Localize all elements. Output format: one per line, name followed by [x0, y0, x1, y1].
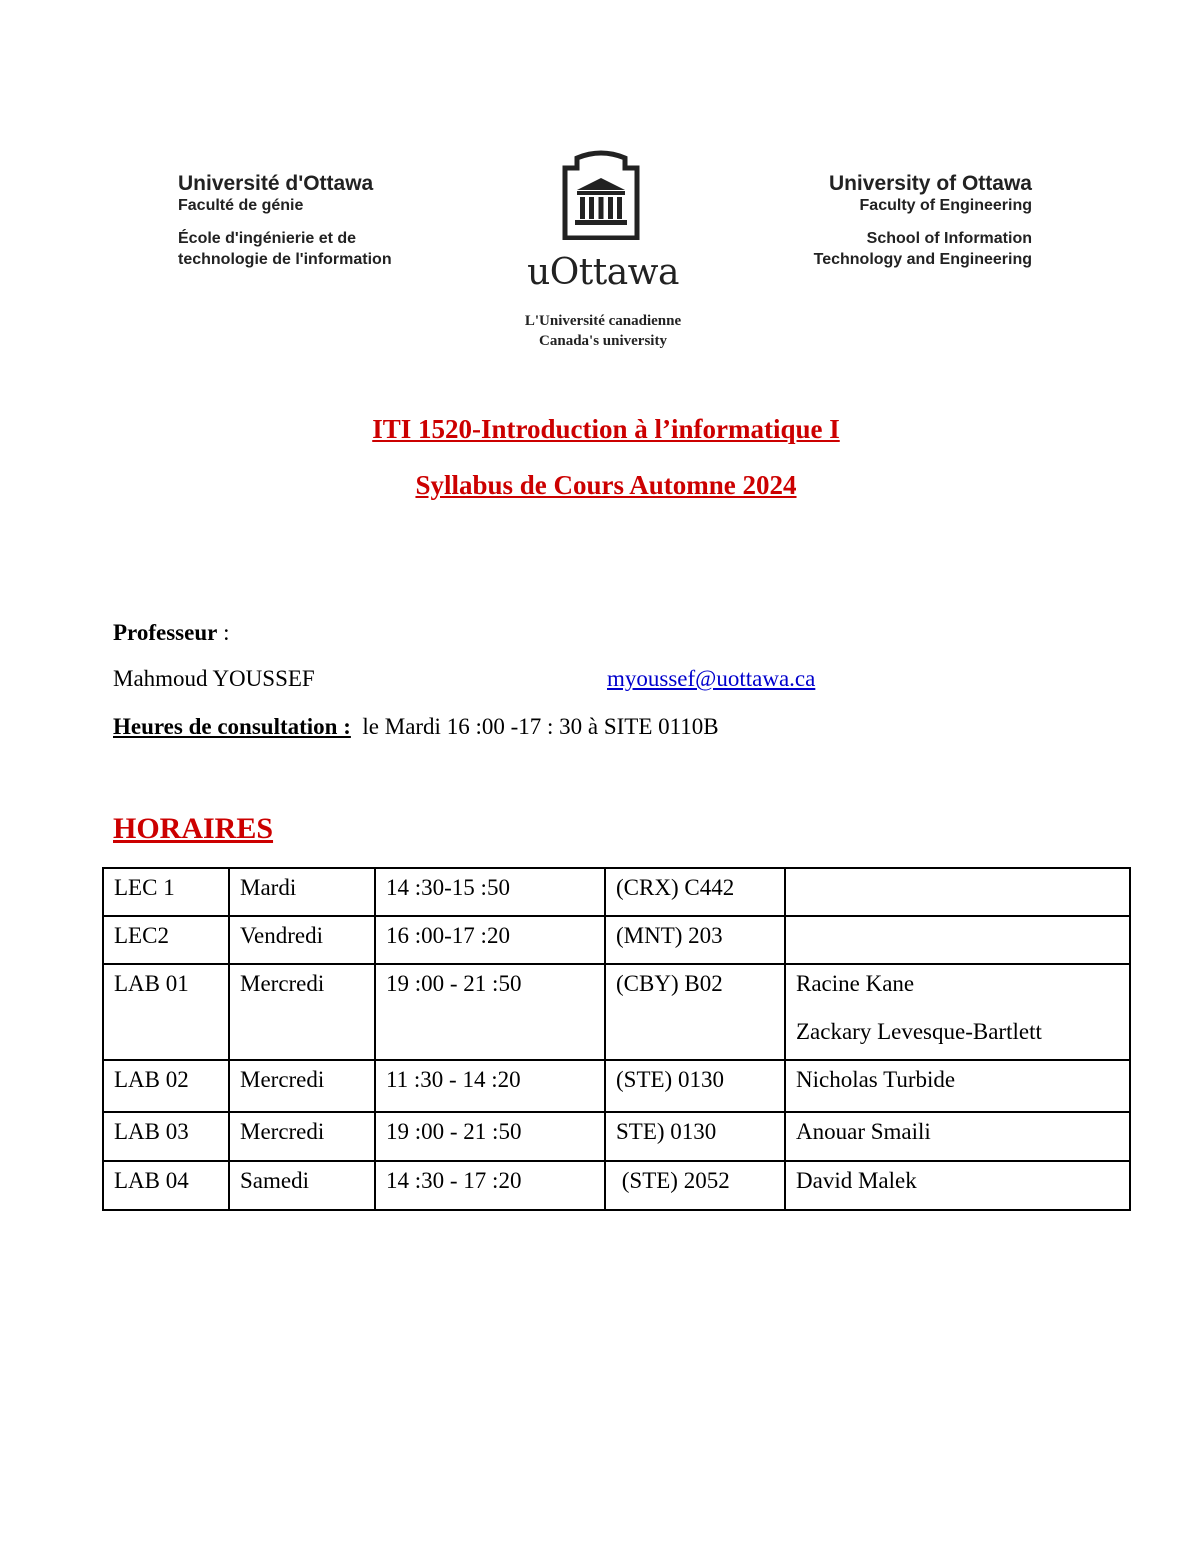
professor-label-colon: :: [217, 620, 230, 645]
cell-section: [103, 1112, 229, 1161]
professor-name: Mahmoud YOUSSEF: [113, 666, 315, 691]
teaching-assistant-name: Nicholas Turbide: [796, 1067, 956, 1092]
teaching-assistant-name: Anouar Smaili: [796, 1119, 931, 1144]
cell-time: [375, 1060, 605, 1112]
cell-teaching-assistant: [785, 1161, 1130, 1210]
cell-time: [375, 1161, 605, 1210]
day-text: Vendredi: [240, 923, 324, 948]
time-text: 11 :30 - 14 :20: [386, 1067, 521, 1092]
faculty-name-en: Faculty of Engineering: [859, 197, 1032, 214]
university-name-fr: Université d'Ottawa: [178, 172, 374, 195]
day-text: Mercredi: [240, 1119, 325, 1144]
table-row: [103, 868, 1130, 916]
cell-teaching-assistant: [785, 964, 1130, 1060]
room-text: (MNT) 203: [616, 923, 723, 948]
cell-section: [103, 916, 229, 964]
day-text: Mardi: [240, 875, 297, 900]
cell-teaching-assistant: [785, 916, 1130, 964]
office-hours-value: le Mardi 16 :00 -17 : 30 à SITE 0110B: [350, 714, 719, 739]
cell-room: [605, 868, 785, 916]
faculty-name-fr: Faculté de génie: [178, 197, 304, 214]
cell-section: [103, 964, 229, 1060]
course-title: ITI 1520-Introduction à l’informatique I: [372, 414, 840, 444]
time-text: 19 :00 - 21 :50: [386, 1119, 522, 1144]
section-text: LAB 02: [114, 1067, 189, 1092]
section-text: LAB 01: [114, 971, 189, 996]
table-row: [103, 1161, 1130, 1210]
time-text: 14 :30-15 :50: [386, 875, 510, 900]
room-text: (CRX) C442: [616, 875, 735, 900]
syllabus-title: Syllabus de Cours Automne 2024: [415, 470, 797, 500]
cell-room: [605, 1112, 785, 1161]
school-name-en: [814, 228, 1032, 270]
cell-day: [229, 868, 375, 916]
section-text: LEC 1: [114, 875, 175, 900]
day-text: Mercredi: [240, 971, 325, 996]
cell-time: [375, 868, 605, 916]
cell-time: [375, 1112, 605, 1161]
header-english-block: [814, 172, 1032, 270]
tagline-fr: L'Université canadienne: [524, 313, 682, 329]
header-french-block: [178, 172, 392, 270]
school-name-en-line2: Technology and Engineering: [813, 251, 1032, 268]
cell-day: [229, 1060, 375, 1112]
professor-email-link[interactable]: myoussef@uottawa.ca: [607, 666, 816, 691]
cell-day: [229, 1161, 375, 1210]
section-text: LEC2: [114, 923, 169, 948]
teaching-assistant-name: David Malek: [796, 1168, 917, 1193]
uottawa-wordmark: uOttawa: [527, 252, 679, 293]
cell-day: [229, 1112, 375, 1161]
teaching-assistant-name: Racine Kane: [796, 971, 915, 996]
office-hours-line: [113, 714, 719, 740]
cell-day: [229, 916, 375, 964]
cell-section: [103, 868, 229, 916]
tagline-en: Canada's university: [539, 333, 667, 349]
cell-time: [375, 964, 605, 1060]
cell-time: [375, 916, 605, 964]
day-text: Mercredi: [240, 1067, 325, 1092]
teaching-assistant-name: Zackary Levesque-Bartlett: [796, 1019, 1042, 1044]
school-name-fr-line2: technologie de l'information: [178, 251, 392, 268]
cell-room: [605, 1060, 785, 1112]
cell-room: [605, 1161, 785, 1210]
cell-room: [605, 916, 785, 964]
table-row: [103, 964, 1130, 1060]
school-name-fr-line1: École d'ingénierie et de: [178, 230, 357, 247]
section-text: LAB 03: [114, 1119, 189, 1144]
cell-section: [103, 1161, 229, 1210]
professor-label-line: [113, 620, 229, 646]
cell-teaching-assistant: [785, 1060, 1130, 1112]
section-text: LAB 04: [114, 1168, 189, 1193]
room-text: (CBY) B02: [616, 971, 723, 996]
table-row: [103, 916, 1130, 964]
time-text: 14 :30 - 17 :20: [386, 1168, 522, 1193]
university-tagline: [498, 311, 708, 351]
time-text: 16 :00-17 :20: [386, 923, 510, 948]
table-row: [103, 1112, 1130, 1161]
table-row: [103, 1060, 1130, 1112]
cell-teaching-assistant: [785, 868, 1130, 916]
cell-section: [103, 1060, 229, 1112]
room-text: STE) 0130: [616, 1119, 717, 1144]
cell-teaching-assistant: [785, 1112, 1130, 1161]
university-name-en: University of Ottawa: [828, 172, 1032, 195]
schedule-table: [102, 867, 1131, 1211]
school-name-fr: [178, 228, 392, 270]
room-text: (STE) 2052: [616, 1168, 730, 1193]
uottawa-crest-logo: [561, 150, 641, 240]
school-name-en-line1: School of Information: [866, 230, 1032, 247]
office-hours-label: Heures de consultation :: [113, 714, 351, 739]
room-text: (STE) 0130: [616, 1067, 724, 1092]
day-text: Samedi: [240, 1168, 309, 1193]
cell-room: [605, 964, 785, 1060]
professor-label: Professeur: [113, 620, 218, 645]
cell-day: [229, 964, 375, 1060]
time-text: 19 :00 - 21 :50: [386, 971, 522, 996]
schedule-heading: HORAIRES: [113, 812, 274, 845]
